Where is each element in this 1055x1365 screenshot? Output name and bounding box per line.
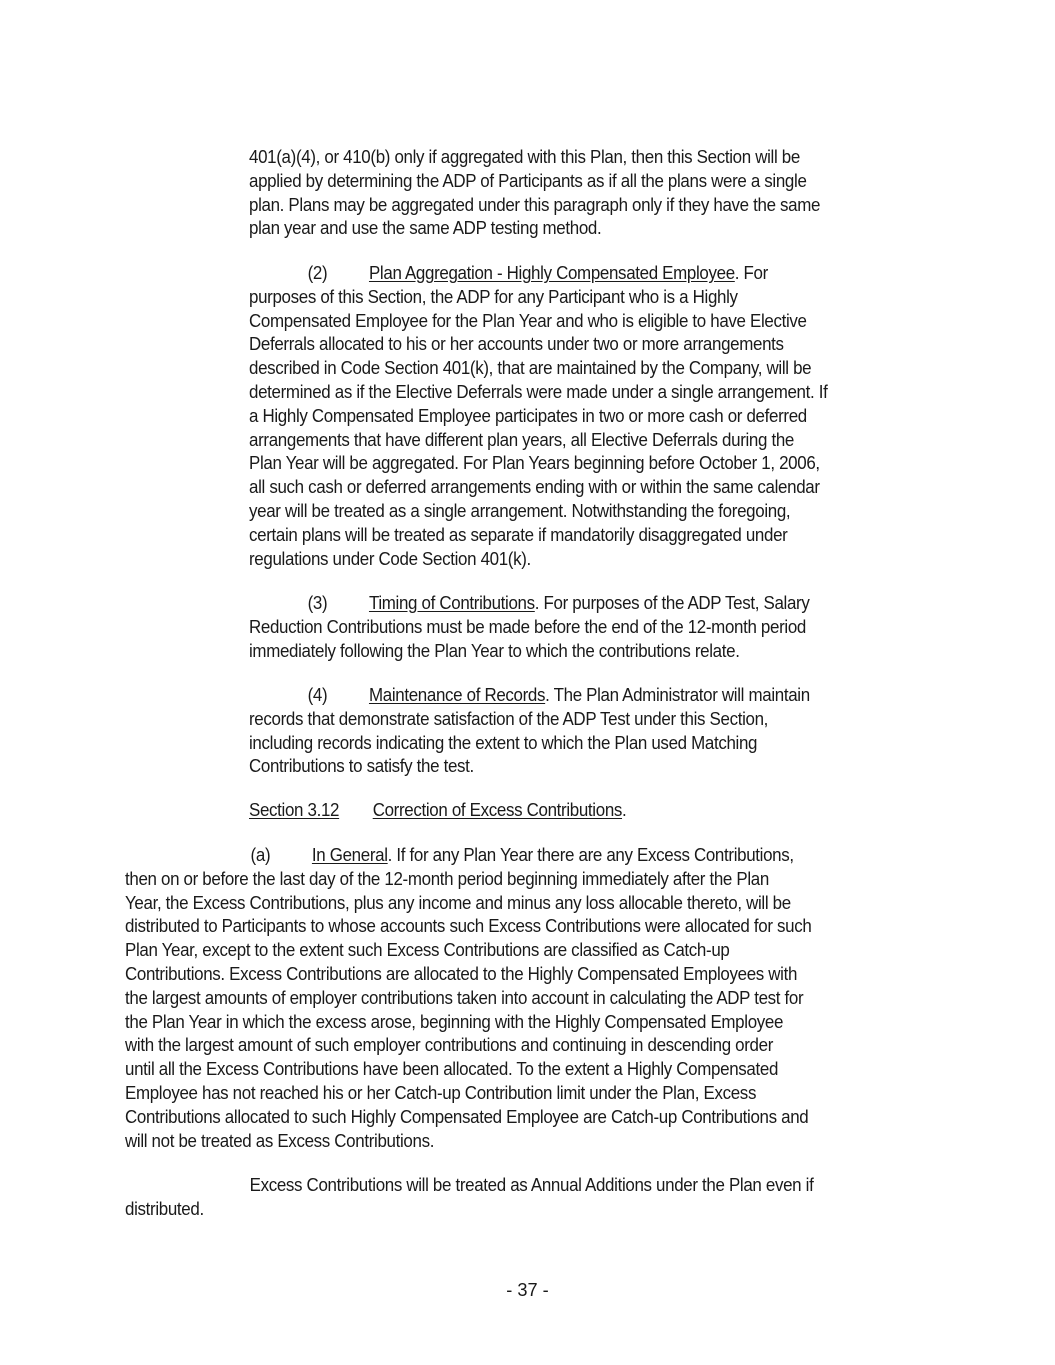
text-line: Contributions to satisfy the test. [249,756,474,777]
text-span: . If for any Plan Year there are any Excess Contributions, [387,845,794,865]
paragraph-heading: Plan Aggregation - Highly Compensated Employee [368,263,735,283]
text-line: will not be treated as Excess Contributions. [125,1130,435,1151]
paragraph-heading: Maintenance of Records [368,685,546,705]
paragraph-a [125,844,811,1153]
text-line: records that demonstrate satisfaction of the ADP Test under this Section, [249,708,769,729]
text-span: Excess Contributions will be treated as Annual Additions under the Plan even if [249,1175,814,1195]
text-line: year will be treated as a single arrangement. Notwithstanding the foregoing, [249,500,791,521]
text-line: Year, the Excess Contributions, plus any income and minus any loss allocable thereto, will be [125,892,791,913]
text-line: the largest amounts of employer contributions taken into account in calculating the ADP test for [125,987,804,1008]
text-line: arrangements that have different plan years, all Elective Deferrals during the [249,429,795,450]
paragraph-number: (3) [307,593,328,613]
text-line: certain plans will be treated as separate if mandatorily disaggregated under [249,524,788,545]
text-line: a Highly Compensated Employee participates in two or more cash or deferred [249,405,807,426]
section-title: Correction of Excess Contributions [372,800,623,820]
continuation-paragraph [249,146,820,241]
text-line: purposes of this Section, the ADP for any Participant who is a Highly [249,286,738,307]
paragraph-number: (2) [307,263,328,283]
text-line: determined as if the Elective Deferrals were made under a single arrangement. If [249,381,828,402]
text-line: regulations under Code Section 401(k). [249,548,531,569]
paragraph-4-first-line [249,684,810,708]
text-line: then on or before the last day of the 12-month period beginning immediately after the Plan [125,868,769,889]
closing-paragraph [125,1174,813,1222]
text-line: Compensated Employee for the Plan Year and who is eligible to have Elective [249,310,807,331]
text-line: Plan Year, except to the extent such Excess Contributions are classified as Catch-up [125,940,730,961]
paragraph-letter: (a) [250,845,271,865]
text-line: with the largest amount of such employer contributions and continuing in descending order [125,1035,774,1056]
text-line: described in Code Section 401(k), that are maintained by the Company, will be [249,358,812,379]
text-line: plan. Plans may be aggregated under this paragraph only if they have the same [249,194,821,215]
paragraph-3 [249,592,809,663]
paragraph-a-first-line [125,844,811,868]
text-line: immediately following the Plan Year to which the contributions relate. [249,640,740,661]
paragraph-heading: Timing of Contributions [368,593,535,613]
section-heading-line [249,799,626,823]
text-line: Contributions. Excess Contributions are allocated to the Highly Compensated Employees with [125,963,798,984]
paragraph-number: (4) [307,685,328,705]
section-heading [249,799,626,823]
paragraph-2-first-line [249,262,827,286]
text-line: applied by determining the ADP of Participants as if all the plans were a single [249,170,807,191]
text-line: Employee has not reached his or her Catch-up Contribution limit under the Plan, Excess [125,1082,757,1103]
text-line: until all the Excess Contributions have been allocated. To the extent a Highly Compensated [125,1059,779,1080]
text-line: all such cash or deferred arrangements ending with or within the same calendar [249,477,820,498]
text-line: Reduction Contributions must be made before the end of the 12-month period [249,616,807,637]
text-line: Deferrals allocated to his or her accounts under two or more arrangements [249,334,784,355]
section-label: Section 3.12 [249,800,340,820]
paragraph-2 [249,262,827,571]
text-line: Plan Year will be aggregated. For Plan Years beginning before October 1, 2006, [249,453,820,474]
text-line: the Plan Year in which the excess arose, beginning with the Highly Compensated Employee [125,1011,784,1032]
text-span: . The Plan Administrator will maintain [545,685,810,705]
paragraph-4 [249,684,810,779]
text-line: Contributions allocated to such Highly Compensated Employee are Catch-up Contributions and [125,1106,809,1127]
text-line: distributed to Participants to whose accounts such Excess Contributions were allocated for such [125,916,812,937]
paragraph-heading: In General [311,845,388,865]
text-line: plan year and use the same ADP testing method. [249,218,602,239]
closing-first-line [125,1174,813,1198]
paragraph-3-first-line [249,592,809,616]
text-line: including records indicating the extent to which the Plan used Matching [249,732,758,753]
page-number: - 37 - [506,1280,549,1300]
text-span: . For [734,263,768,283]
text-span: . For purposes of the ADP Test, Salary [534,593,810,613]
text-line: 401(a)(4), or 410(b) only if aggregated with this Plan, then this Section will be [249,147,800,167]
section-period: . [622,800,627,820]
text-line: distributed. [125,1198,204,1219]
